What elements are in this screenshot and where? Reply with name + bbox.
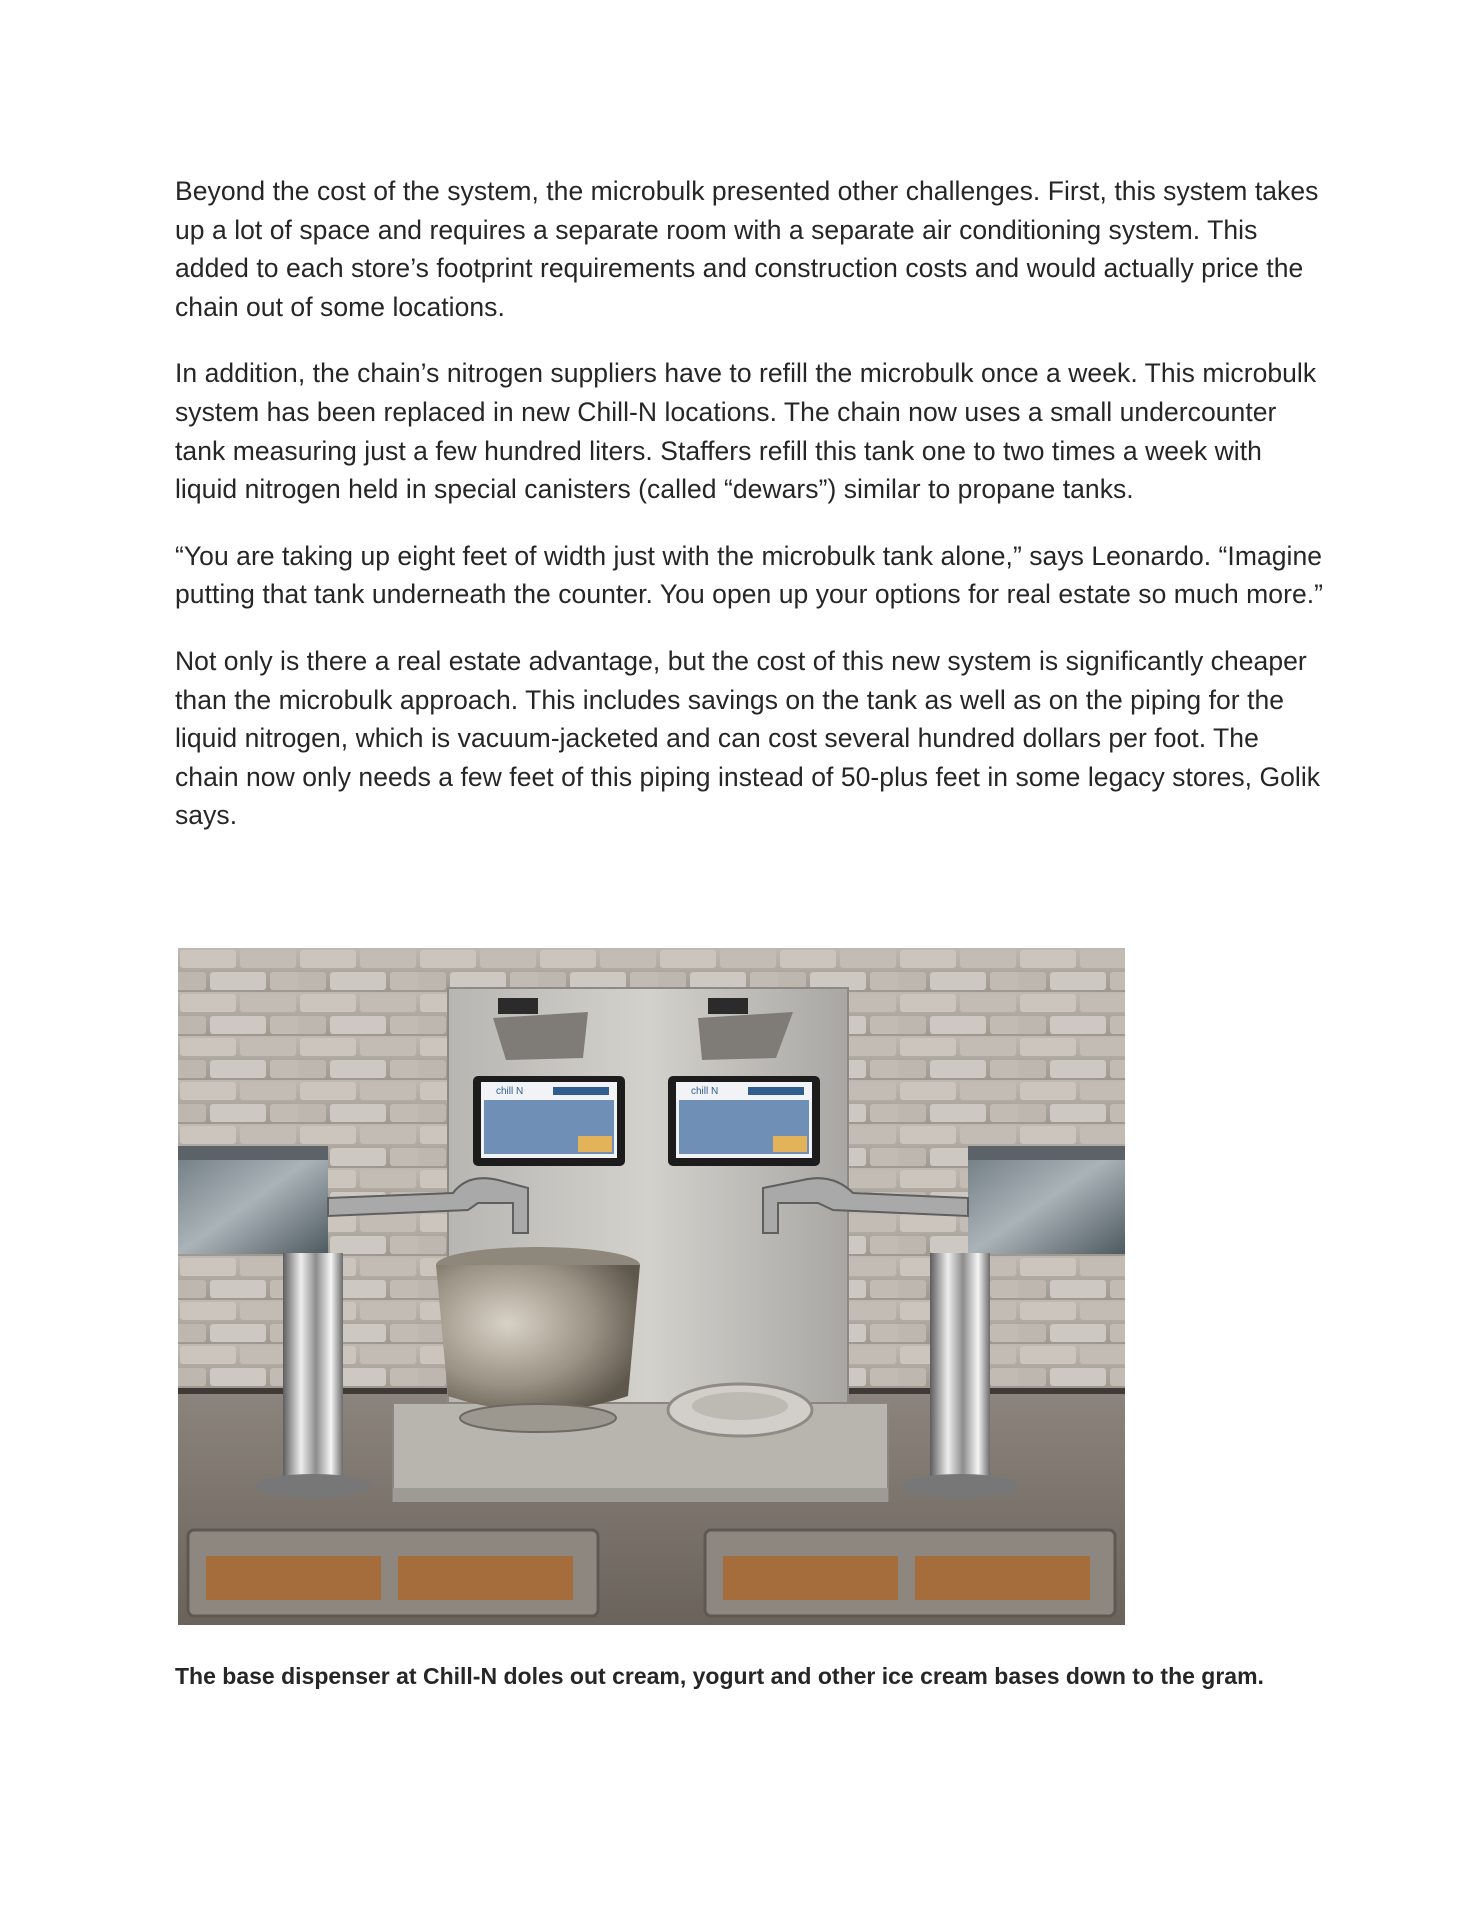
drip-tray-right — [705, 1530, 1115, 1616]
dispenser-photo — [178, 948, 1125, 1625]
touchscreen-right — [668, 1076, 820, 1166]
paragraph-2: In addition, the chain’s nitrogen suppliers have to refill the microbulk once a week. This microbulk system has been replaced in new Chill-N locations. The chain now uses a small undercounter tank measuring just a few hundred liters. Staffers refill this tank one to two times a week with liquid nitrogen held in special canisters (called “dewars”) similar to propane tanks. — [175, 358, 1317, 505]
screen-logo-left: chill N — [496, 1086, 524, 1097]
left-post — [283, 1253, 343, 1483]
right-post — [930, 1253, 990, 1483]
left-side-unit — [178, 1146, 328, 1254]
drip-tray-left — [188, 1530, 598, 1616]
figure-caption: The base dispenser at Chill-N doles out cream, yogurt and other ice cream bases down to the gram. — [175, 1663, 1264, 1689]
screen-logo-right: chill N — [691, 1086, 719, 1097]
paragraph-1: Beyond the cost of the system, the microbulk presented other challenges. First, this system takes up a lot of space and requires a separate room with a separate air conditioning system. This added to each store’s footprint requirements and construction costs and would actually price the chain out of some locations. — [175, 176, 1319, 322]
paragraph-3: “You are taking up eight feet of width just with the microbulk tank alone,” says Leonardo. “Imagine putting that tank underneath the counter. You open up your options for real estate so much more.” — [175, 540, 1324, 610]
right-side-unit — [968, 1146, 1125, 1254]
article-body — [175, 172, 1325, 863]
touchscreen-left — [473, 1076, 625, 1166]
paragraph-4: Not only is there a real estate advantage, but the cost of this new system is significantly cheaper than the microbulk approach. This includes savings on the tank as well as on the piping for the liquid nitrogen, which is vacuum-jacketed and can cost several hundred dollars per foot. The chain now only needs a few feet of this piping instead of 50-plus feet in some legacy stores, Golik says. — [175, 645, 1321, 831]
